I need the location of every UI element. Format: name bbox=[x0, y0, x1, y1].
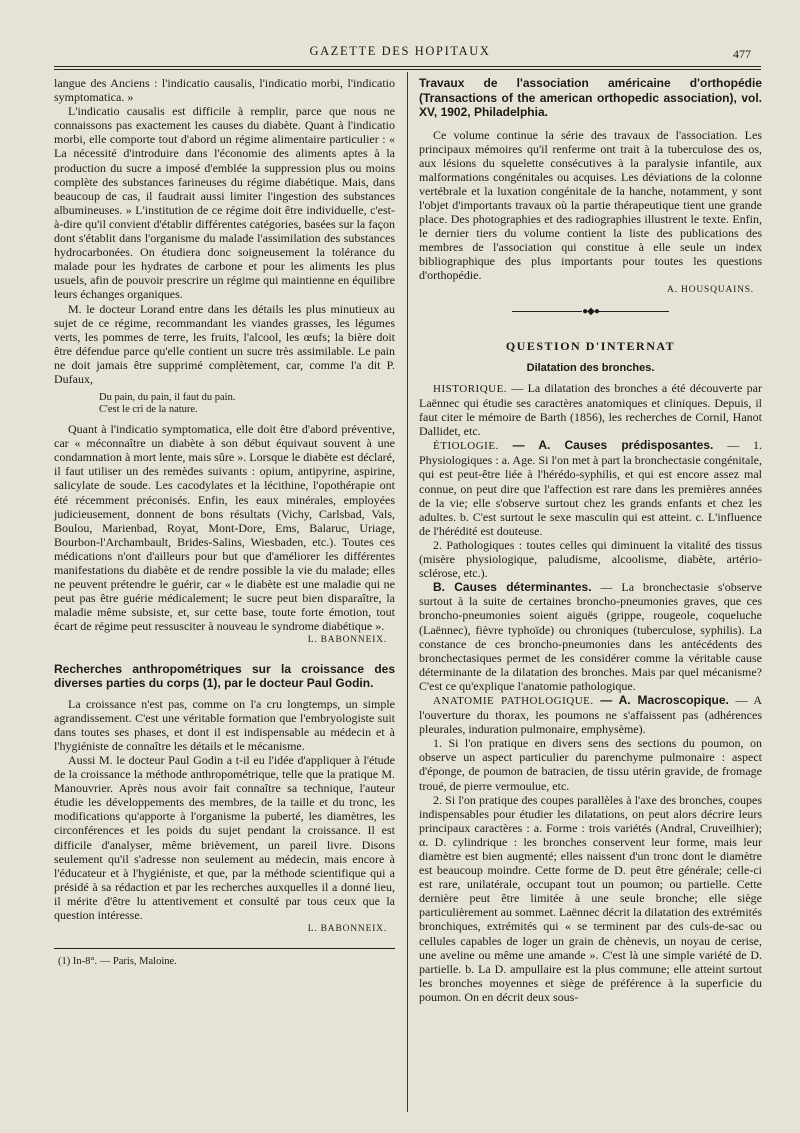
paragraph: ANATOMIE PATHOLOGIQUE. — A. Macroscopique. — A l'ouverture du thorax, les poumons ne s'affaissent pas (adhérences pleurales, induration pulmonaire, emphysème). bbox=[419, 692, 763, 737]
author-signature: A. HOUSQUAINS. bbox=[667, 284, 754, 295]
paragraph: Aussi M. le docteur Paul Godin a t-il eu l'idée d'appliquer à l'étude de la croissance la méthode anthropométrique, telle que la pratique M. Manouvrier. Après nous avoir fait connaître sa technique, l'auteur étudie les développements des membres, de la taille et du tronc, les modifications qu'apporte à l'organisme la puberté, les diamètres, les circonférences et les poids du sujet pendant la croissance. Il est difficile d'analyser, même brièvement, un pareil livre. Disons seulement qu'il s'adresse non seulement au médecin, mais encore à l'éducateur et à l'hygiéniste, et que, par la méthode scientifique qui a présidé à sa rédaction et par les recherches auxquelles il a donné lieu, il mérite d'être lu attentivement et consulté par tous ceux que la question intéresse. bbox=[54, 752, 395, 922]
section-subheading: Dilatation des bronches. bbox=[526, 361, 655, 374]
column-divider bbox=[407, 72, 408, 1112]
author-signature: L. BABONNEIX. bbox=[307, 635, 387, 646]
paragraph: Quant à l'indicatio symptomatica, elle doit être d'abord préventive, car « méconnaître un diabète à son début équivaut souvent à une condamnation à mort lente, mais sûre ». Lorsque le diabète est déclaré, il faut utiliser un des remèdes suivants : opium, antipyrine, aspirine, salicylate de soude. Les cacodylates et la lécithine, l'opothérapie ont été récemment préconisés. Enfin, les eaux minérales, employées judicieusement, donnent de bons résultats (Vichy, Carlsbad, Vals, Boulou, Marienbad, Royat, Mont-Dore, Ems, Balaruc, Uriage, Bourbon-l'Archambault, Brides-Salins, Wiesbaden, etc.). Toutes ces médications n'ont d'ailleurs pour but que d'améliorer les différentes manifestations du diabète et de rendre possible la vie du malade; elles ne peuvent prétendre le guérir, car « le diabète est une maladie qui ne peut pas être guérie médicalement; le sucre peut bien disparaître, la maladie même subsiste, et, sur cette base, toute forte émotion, tout écart de régime peut ressusciter à nouveau le syndrome diabétique ». bbox=[54, 422, 395, 634]
page-number: 477 bbox=[733, 47, 751, 61]
paragraph: L'indicatio causalis est difficile à remplir, parce que nous ne connaissons pas exactement les causes du diabète. Quant à l'indicatio morbi, elle comporte tout d'abord un régime alimentaire particulier : « La nécessité d'introduire dans l'économie des aliments aptes à la production du sucre a imposé d'emblée la suppression plus ou moins complète des substances farineuses du régime diabétique. Mais, dans beaucoup de cas, il faudrait aussi limiter l'ingestion des substances albumineuses. » L'institution de ce régime doit être individuelle, c'est-à-dire qu'il convient d'établir différentes catégories, basées sur la façon dont s'établit dans l'organisme du malade l'assimilation des substances hydrocarbonées. On étudiera donc soigneusement la tolérance du malade pour les hydrates de carbone et pour les aliments les plus usuels, afin de pouvoir prescrire un régime qui maintienne en équilibre leurs échanges organiques. bbox=[54, 104, 395, 302]
review-title: Travaux de l'association américaine d'orthopédie (Transactions of the american orthopedic association), vol. XV, 1902, Philadelphia. bbox=[419, 76, 762, 119]
paragraph: M. le docteur Lorand entre dans les détails les plus minutieux au sujet de ce régime, recommandant les viandes grasses, les légumes verts, les pommes de terre, les fruits, l'alcool, les œufs; la bière doit être défendue parce qu'elle contient un sucre très assimilable. Le pain ne doit jamais être supprimé complètement, car, comme l'a dit P. Dufaux, bbox=[54, 301, 395, 386]
quote-line: C'est le cri de la nature. bbox=[99, 404, 198, 416]
etiologie-label: ÉTIOLOGIE. bbox=[433, 440, 499, 453]
paragraph: La croissance n'est pas, comme on l'a cru longtemps, un simple agrandissement. C'est une véritable formation que l'embryologiste suit dans toutes ses phases, et dont il est indispensable au médecin et à l'hygiéniste de connaître les détails et le mécanisme. bbox=[54, 696, 395, 753]
footnote-rule bbox=[54, 948, 395, 949]
quote-line: Du pain, du pain, il faut du pain. bbox=[99, 392, 236, 404]
header-rule-thin bbox=[54, 69, 761, 70]
verse-quote bbox=[99, 392, 395, 416]
right-column bbox=[419, 76, 762, 1004]
paragraph: 1. Si l'on pratique en divers sens des sections du poumon, on observe un aspect particulier du parenchyme pulmonaire : aspect d'éponge, de poumon de batracien, de tissu utérin gravide, de fromage troué, de pierre vermoulue, etc. bbox=[419, 736, 762, 793]
review-title: Recherches anthropométriques sur la croissance des diverses parties du corps (1), par le docteur Paul Godin. bbox=[54, 661, 395, 691]
anatomie-label: ANATOMIE PATHOLOGIQUE. bbox=[433, 694, 594, 707]
section-heading: QUESTION D'INTERNAT bbox=[505, 338, 676, 353]
left-column bbox=[54, 76, 395, 969]
running-header: GAZETTE DES HOPITAUX bbox=[309, 44, 491, 58]
paragraph: Ce volume continue la série des travaux de l'association. Les principaux mémoires qu'il renferme ont trait à la tuberculose des os, aux lésions du squelette consécutives à la paralysie infantile, aux malformations congénitales ou acquises. Les déviations de la colonne vertébrale et la luxation congénitale de la hanche, notamment, y sont l'objet d'importants travaux où la partie thérapeutique tient une grande place. Des photographies et des radiographies illustrent le texte. Enfin, le dernier tiers du volume contient la liste des publications des membres de l'association qui constitue à elle seule un index bibliographique des plus importants pour toutes les questions d'orthopédie. bbox=[419, 127, 762, 283]
section-ornament: ●◆● bbox=[419, 305, 762, 319]
paragraph: B. Causes déterminantes. — La bronchectasie s'observe surtout à la suite de certaines broncho-pneumonies graves, que ces broncho-pneumonies soient aiguës (grippe, rougeole, coqueluche (Laënnec), fièvre typhoïde) ou chroniques (tuberculose, syphilis). La constance de ces broncho-pneumonies dans les antécédents des bronchectasiques permet de les considérer comme la véritable cause déterminante de la dilatation des bronches. Mais par quel mécanisme? C'est ce qu'explique l'anatomie pathologique. bbox=[419, 580, 763, 693]
footnote: (1) In-8°. — Paris, Maloine. bbox=[58, 956, 177, 968]
paragraph: 2. Si l'on pratique des coupes parallèles à l'axe des bronches, coupes indispensables pour étudier les dilatations, on peut alors décrire leurs principaux caractères : a. Forme : trois variétés (Andral, Cruveilhier); α. D. cylindrique : les bronches conservent leur forme, mais leur diamètre est bien augmenté; elles naissent d'un tronc dont le diamètre est beaucoup moindre. Cette forme de D. peut être générale; celle-ci est rare, unilatérale, occupant tout un poumon; ou partielle. Cette dernière peut être limitée à une seule bronche; elle siège particulièrement au sommet. Laënnec décrit la dilatation des extrémités bronchiques, extrémités qui « se terminent par des culs-de-sac ou cellules capables de loger un grain de chènevis, un noyau de cerise, une aveline ou même une amande ». C'est là une simple variété de D. partielle. b. La D. ampullaire est la plus commune; elle atteint surtout les bronches moyennes et siège de préférence à la superficie du poumon. On en décrit deux sous- bbox=[419, 792, 762, 1004]
historique-label: HISTORIQUE. bbox=[433, 382, 508, 395]
paragraph: ÉTIOLOGIE. — A. Causes prédisposantes. — 1. Physiologiques : a. Age. Si l'on met à part la bronchectasie congénitale, qui est peut-être liée à l'hérédo-syphilis, et qui est encore assez mal connue, on peut dire que l'affection est rare dans les premières années de la vie; elle s'observe surtout chez les grands enfants et chez les adultes. b. C'est surtout le sexe masculin qui est atteint. c. L'influence de l'hérédité est douteuse. bbox=[419, 438, 763, 538]
author-signature: L. BABONNEIX. bbox=[307, 924, 387, 935]
header-rule bbox=[54, 66, 761, 67]
paragraph: 2. Pathologiques : toutes celles qui diminuent la vitalité des tissus (misère physiologique, paludisme, alcoolisme, diabète, artério-sclérose, etc.). bbox=[419, 537, 762, 581]
paragraph: HISTORIQUE. — La dilatation des bronches a été découverte par Laënnec qui étudie ses caractères anatomiques et cliniques. Depuis, il faut citer le mémoire de Barth (1856), les recherches de Cornil, Hanot Dallidet, etc. bbox=[419, 380, 762, 439]
paragraph: langue des Anciens : l'indicatio causalis, l'indicatio morbi, l'indicatio symptomatica. » bbox=[54, 76, 395, 105]
